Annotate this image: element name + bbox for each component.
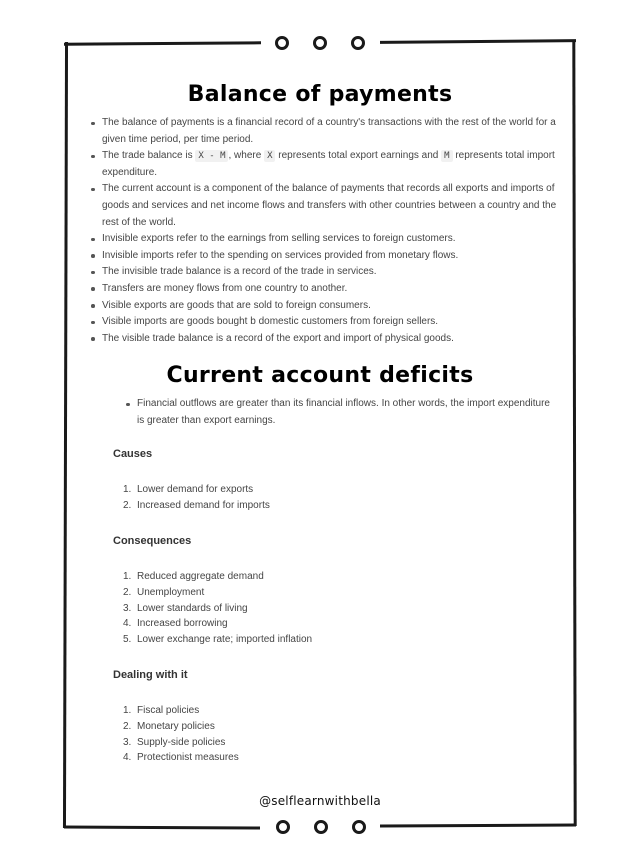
binder-ring-icon: [313, 36, 327, 50]
binder-ring-icon: [275, 36, 289, 50]
causes-heading: Causes: [113, 448, 153, 460]
list-item: 4. Increased borrowing: [123, 618, 228, 630]
inline-code: X - M: [195, 150, 228, 162]
list-item: 4. Protectionist measures: [123, 752, 239, 764]
dealing-with-it-list: [123, 703, 239, 766]
list-item: [102, 148, 562, 181]
list-item: 2. Increased demand for imports: [123, 499, 270, 511]
frame-bottom-border-right: [380, 823, 576, 827]
consequences-list: [123, 569, 313, 648]
binder-ring-icon: [352, 820, 366, 834]
binder-ring-icon: [276, 820, 290, 834]
dealing-with-it-heading: Dealing with it: [113, 669, 188, 681]
list-item: Invisible imports refer to the spending on services provided from monetary flows.: [102, 248, 562, 265]
list-item-text: Protectionist measures: [137, 752, 239, 764]
list-item: 1. Reduced aggregate demand: [123, 571, 264, 582]
frame-bottom-border-left: [64, 825, 260, 829]
list-item: The visible trade balance is a record of the export and import of physical goods.: [102, 331, 562, 348]
list-item: Invisible exports refer to the earnings from selling services to foreign customers.: [102, 231, 562, 248]
list-item-text: Supply-side policies: [137, 736, 226, 748]
list-item: Visible imports are goods bought b domestic customers from foreign sellers.: [102, 314, 562, 331]
inline-code: X: [264, 150, 275, 162]
list-item: 2. Monetary policies: [123, 720, 215, 732]
list-item: 3. Lower standards of living: [123, 602, 248, 614]
list-item: 5. Lower exchange rate; imported inflation: [123, 634, 313, 646]
list-item-text: Lower demand for exports: [137, 484, 254, 495]
list-item: The current account is a component of the balance of payments that records all exports and imports of goods and services and net income flows and transfers with other countries between a country and the rest of the world.: [102, 181, 562, 231]
binder-ring-icon: [351, 36, 365, 50]
list-item-text: Unemployment: [137, 586, 205, 598]
frame-top-border-left: [64, 41, 261, 45]
list-item: 2. Unemployment: [123, 586, 205, 598]
balance-of-payments-list: [102, 115, 562, 347]
list-item: The invisible trade balance is a record of the trade in services.: [102, 264, 562, 281]
list-item-text: , where: [228, 150, 265, 162]
frame-top-border-right: [380, 39, 576, 44]
current-account-deficits-list: [137, 396, 557, 429]
list-item: The balance of payments is a financial record of a country's transactions with the rest of the world for a given time period, per time period.: [102, 115, 562, 148]
list-item: 1. Lower demand for exports: [123, 484, 254, 495]
consequences-heading: Consequences: [113, 535, 192, 547]
binder-ring-icon: [314, 820, 328, 834]
list-item-text: Lower exchange rate; imported inflation: [137, 634, 313, 646]
list-item-text: Increased demand for imports: [137, 499, 270, 511]
list-item: Visible exports are goods that are sold to foreign consumers.: [102, 298, 562, 315]
list-item-text: Monetary policies: [137, 720, 215, 732]
list-item-text: Lower standards of living: [137, 602, 248, 614]
causes-list: [123, 482, 270, 514]
list-item: 3. Supply-side policies: [123, 736, 226, 748]
list-item-text: represents total export earnings and: [275, 150, 442, 162]
frame-right-border: [572, 40, 576, 826]
list-item: 1. Fiscal policies: [123, 705, 200, 716]
list-item: Financial outflows are greater than its financial inflows. In other words, the import expenditure is greater than export earnings.: [137, 396, 557, 429]
list-item-text: Increased borrowing: [137, 618, 228, 630]
list-item-text: represents total import expenditure.: [102, 150, 555, 178]
inline-code: M: [441, 150, 452, 162]
list-item: Transfers are money flows from one country to another.: [102, 281, 562, 298]
list-item-text: The trade balance is: [102, 150, 196, 162]
author-handle: @selflearnwithbella: [259, 794, 381, 808]
list-item-text: Reduced aggregate demand: [137, 571, 264, 582]
section-title-balance-of-payments: Balance of payments: [187, 82, 453, 107]
list-item-text: Fiscal policies: [137, 705, 200, 716]
frame-left-border: [63, 42, 68, 828]
section-title-current-account-deficits: Current account deficits: [166, 363, 474, 388]
